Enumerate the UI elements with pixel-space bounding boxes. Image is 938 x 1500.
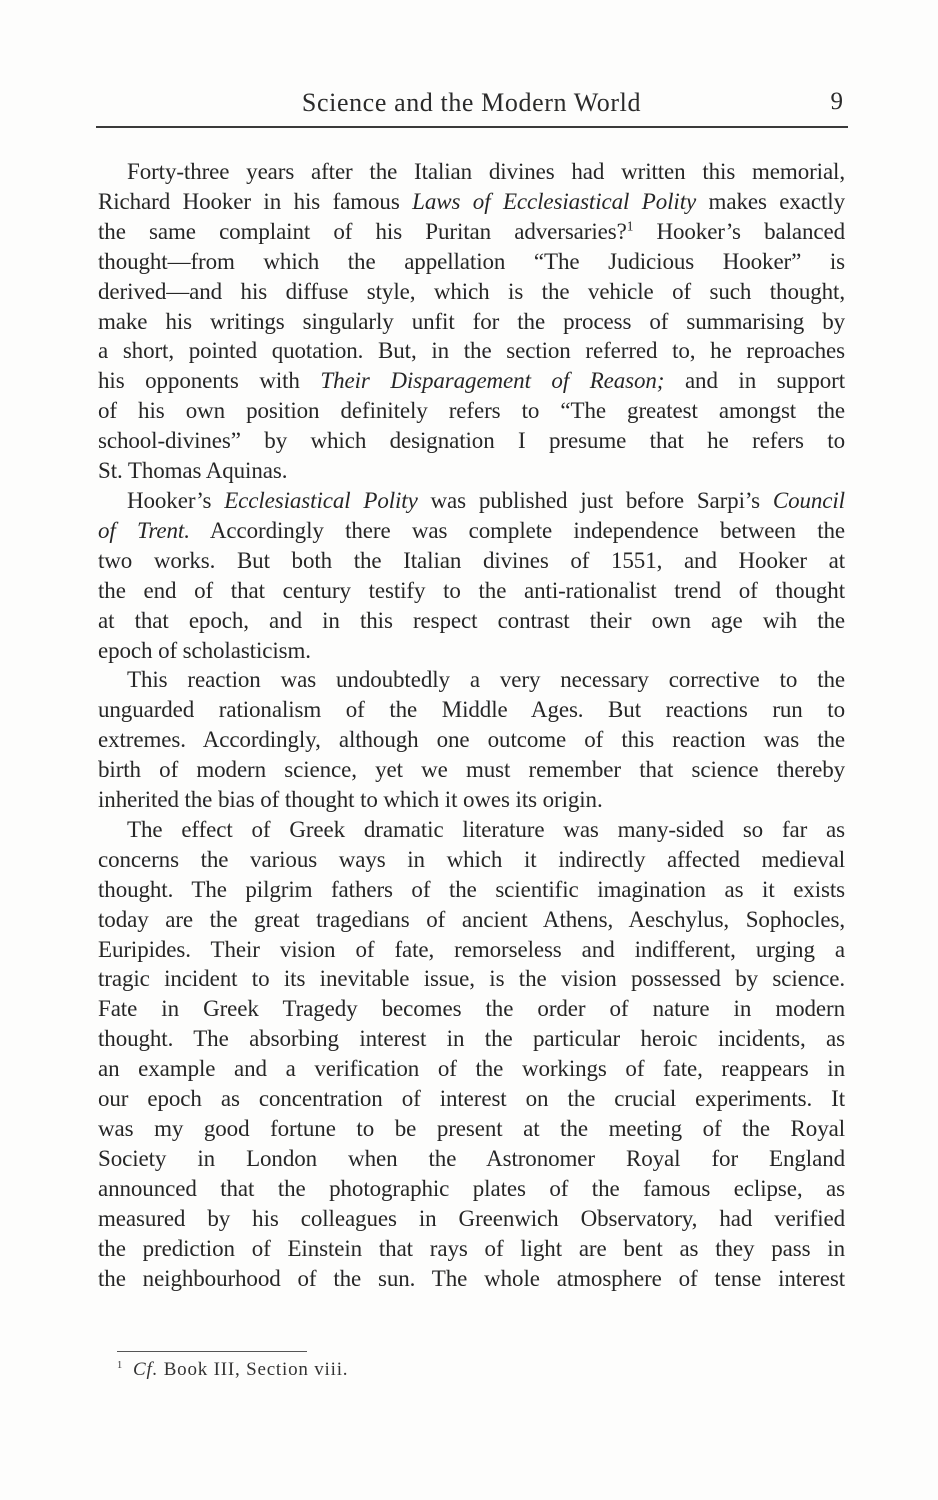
header-rule [96,126,848,128]
text-line [98,217,845,247]
text-line [98,456,845,486]
text-segment: our epoch as concentration of interest on the crucial experiments. It [98,1086,845,1112]
text-segment: at that epoch, and in this respect contrast their own age wih the [98,607,845,633]
text-line [98,845,845,875]
text-segment: was published just before Sarpi’s [417,487,773,513]
text-line [98,755,845,785]
text-segment: derived—and his diffuse style, which is the vehicle of such thought, [98,278,845,304]
text-segment: Euripides. Their vision of fate, remorseless and indifferent, urging a [98,936,845,962]
text-segment: measured by his colleagues in Greenwich Observatory, had verified [98,1205,845,1231]
text-line [98,994,845,1024]
text-segment: and in support [664,368,845,394]
paragraph [98,815,845,1294]
text-line [98,1264,845,1294]
running-title: Science and the Modern World [301,88,642,117]
text-segment: tragic incident to its inevitable issue, is the vision possessed by science. [98,966,845,992]
text-segment: unguarded rationalism of the Middle Ages. But reactions run to [98,697,845,723]
text-line [98,516,845,546]
text-segment: This reaction was undoubtedly a very necessary corrective to the [127,667,845,693]
running-header [98,88,845,120]
text-segment: of his own position definitely refers to “The greatest amongst the [98,398,845,424]
text-segment: concerns the various ways in which it indirectly affected medieval [98,846,845,872]
footnote-reference: 1 [117,1359,124,1371]
text-line [98,277,845,307]
footnote-rule [117,1351,307,1352]
text-line [98,1084,845,1114]
italic-text: Laws of Ecclesiastical Polity [412,188,697,214]
text-segment: Forty-three years after the Italian divines had written this memorial, [127,159,845,184]
text-line [98,785,845,815]
text-line [98,935,845,965]
text-segment: Hooker’s balanced [633,218,845,244]
text-segment: the neighbourhood of the sun. The whole atmosphere of tense interest [98,1265,845,1291]
text-line [98,1054,845,1084]
paragraph [98,157,845,486]
text-line [98,366,845,396]
footnote-reference: 1 [626,218,634,234]
text-segment: Society in London when the Astronomer Royal for England [98,1145,845,1171]
text-segment: Accordingly there was complete independence between the [189,517,845,543]
text-segment: today are the great tragedians of ancient Athens, Aeschylus, Sophocles, [98,906,845,932]
text-line [98,336,845,366]
text-segment: Book III, Section viii. [158,1359,349,1380]
text-line [98,247,845,277]
text-line [98,157,845,187]
text-line [98,905,845,935]
text-line [98,426,845,456]
paragraph [98,665,845,815]
text-line [98,187,845,217]
text-line [98,875,845,905]
text-segment: epoch of scholasticism. [98,637,311,663]
text-segment: thought. The pilgrim fathers of the scientific imagination as it exists [98,876,845,902]
text-line [98,1144,845,1174]
text-line [98,486,845,516]
text-segment: birth of modern science, yet we must remember that science thereby [98,757,845,783]
text-segment: extremes. Accordingly, although one outcome of this reaction was the [98,727,845,753]
text-segment: an example and a verification of the workings of fate, reappears in [98,1056,845,1082]
text-line [98,546,845,576]
text-line [98,1174,845,1204]
text-segment: school-divines” by which designation I presume that he refers to [98,428,845,454]
text-segment: the same complaint of his Puritan adversaries? [98,218,627,244]
text-segment: the end of that century testify to the anti-rationalist trend of thought [98,577,845,603]
italic-text: Ecclesiastical Polity [224,487,418,513]
text-segment: makes exactly [696,188,845,214]
text-line [98,1024,845,1054]
text-segment: Richard Hooker in his famous [98,188,413,214]
text-line [98,725,845,755]
text-segment: his opponents with [98,368,321,394]
italic-text: Their Disparagement of Reason; [320,368,665,394]
text-segment: inherited the bias of thought to which it owes its origin. [98,787,603,813]
text-segment: two works. But both the Italian divines of 1551, and Hooker at [98,547,845,573]
text-line [98,964,845,994]
text-segment: the prediction of Einstein that rays of light are bent as they pass in [98,1235,845,1261]
text-line [98,576,845,606]
text-line [98,1204,845,1234]
page-number: 9 [830,88,843,115]
text-line [98,396,845,426]
body-text [98,157,845,1293]
footnote-text [117,1359,817,1381]
italic-text: Cf. [133,1359,159,1380]
text-segment: Hooker’s [127,487,225,513]
text-line [98,606,845,636]
text-segment: St. Thomas Aquinas. [98,458,288,484]
paragraph [98,486,845,665]
text-segment: thought. The absorbing interest in the particular heroic incidents, as [98,1026,845,1052]
italic-text: Council [772,487,845,513]
text-line [98,1114,845,1144]
text-segment: announced that the photographic plates of the famous eclipse, as [98,1175,845,1201]
text-segment: make his writings singularly unfit for the process of summarising by [98,308,845,334]
text-segment: a short, pointed quotation. But, in the section referred to, he reproaches [98,338,845,364]
text-line [98,1234,845,1264]
italic-text: of Trent. [98,517,190,543]
text-segment: The effect of Greek dramatic literature was many-sided so far as [127,816,845,842]
text-line [98,307,845,337]
text-segment: Fate in Greek Tragedy becomes the order of nature in modern [98,996,845,1022]
text-line [98,815,845,845]
text-line [98,695,845,725]
text-line [98,665,845,695]
text-segment: thought—from which the appellation “The Judicious Hooker” is [98,248,845,274]
text-segment: was my good fortune to be present at the meeting of the Royal [98,1116,845,1141]
text-line [98,636,845,666]
